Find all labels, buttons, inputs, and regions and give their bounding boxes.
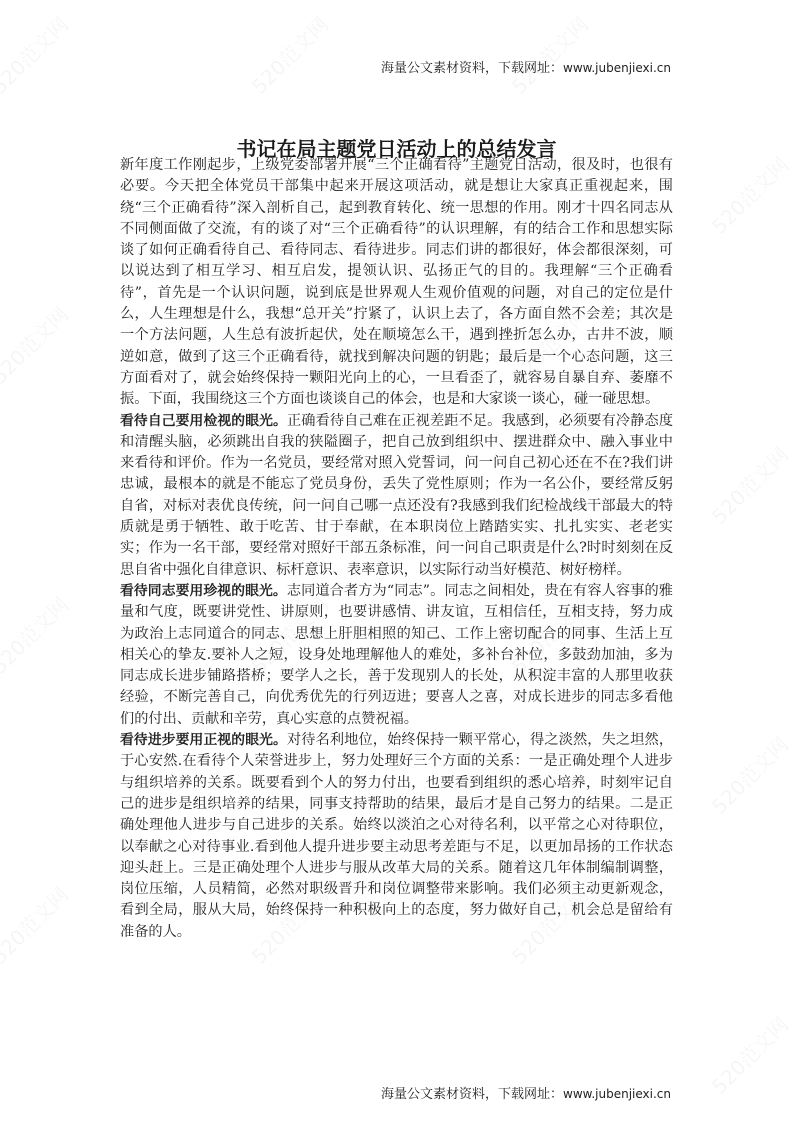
section-heading: 看待进步要用正视的眼光。 xyxy=(120,732,287,749)
watermark-text xyxy=(504,10,594,100)
section-heading: 看待同志要用珍视的眼光。 xyxy=(120,582,287,599)
watermark-text xyxy=(704,730,793,820)
section-text: 对待名利地位，始终保持一颗平常心，得之淡然，失之坦然，于心安然.在看待个人荣誉进步上，努力处理好三个方面的关系：一是正确处理个人进步与组织培养的关系。既要看到个人的努力付出，也要看到组织的悉心培养，时刻牢记自己的进步是组织培养的结果，同事支持帮助的结果，最后才是自己努力的结果。二是正确处理他人进步与自己进步的关系。始终以淡泊之心对待名利，以平常之心对待职位，以奉献之心对待事业.看到他人提升进步要主动思考差距与不足，以更加昂扬的工作状态迎头赶上。三是正确处理个人进步与服从改革大局的关系。随着这几年体制编制调整，岗位压缩，人员精简，必然对职级晋升和岗位调整带来影响。我们必须主动更新观念，看到全局，服从大局，始终保持一种积极向上的态度，努力做好自己，机会总是留给有准备的人。 xyxy=(120,732,674,940)
page-footer xyxy=(381,1083,671,1102)
watermark-text xyxy=(0,880,74,970)
header-link[interactable]: www.jubenjiexi.cn xyxy=(563,61,671,75)
intro-paragraph: 新年度工作刚起步，上级党委部署开展“三个正确看待”主题党日活动，很及时，也很有必要。今天把全体党员干部集中起来开展这项活动，就是想让大家真正重视起来，围绕“三个正确看待”深入剖析自己，起到教育转化、统一思想的作用。刚才十四名同志从不同侧面做了交流，有的谈了对“三个正确看待”的认识理解，有的结合工作和思想实际谈了如何正确看待自己、看待同志、看待进步。同志们讲的都很好，体会都很深刻，可以说达到了相互学习、相互启发，提领认识、弘扬正气的目的。我理解“三个正确看待”，首先是一个认识问题，说到底是世界观人生观价值观的问题，对自己的定位是什么，人生理想是什么，我想“总开关”拧紧了，认识上去了，各方面自然不会差；其次是一个方法问题，人生总有波折起伏，处在顺境怎么干，遇到挫折怎么办，古井不波，顺逆如意，做到了这三个正确看待，就找到解决问题的钥匙；最后是一个心态问题，这三方面看对了，就会始终保持一颗阳光向上的心，一旦看歪了，就容易自暴自弃、萎靡不振。下面，我围绕这三个方面也谈谈自己的体会，也是和大家谈一谈心，碰一碰思想。 xyxy=(120,157,673,408)
watermark-text xyxy=(0,590,74,680)
section-paragraph xyxy=(120,411,673,581)
document-body xyxy=(120,155,673,943)
footer-link[interactable]: www.jubenjiexi.cn xyxy=(563,1087,671,1101)
watermark-text xyxy=(0,10,74,100)
watermark-text xyxy=(704,1010,793,1100)
watermark-text xyxy=(244,10,334,100)
watermark-text xyxy=(0,300,74,390)
section-paragraph xyxy=(120,581,673,730)
document-title: 书记在局主题党日活动上的总结发言 xyxy=(236,137,557,161)
section-paragraph xyxy=(120,730,673,943)
page-header xyxy=(381,57,671,76)
footer-label: 海量公文素材资料，下载网址： xyxy=(380,1087,563,1102)
watermark-text xyxy=(704,150,793,240)
watermark-text xyxy=(704,440,793,530)
header-label: 海量公文素材资料，下载网址： xyxy=(380,61,563,76)
section-text: 正确看待自己难在正视差距不足。我感到，必须要有冷静态度和清醒头脑，必须跳出自我的狭隘圈子，把自己放到组织中、摆进群众中、融入事业中来看待和评价。作为一名党员，要经常对照入党誓词，问一问自己初心还在不在?我们讲忠诚，最根本的就是不能忘了党员身份，丢失了党性原则；作为一名公仆，要经常反躬自省，对标对表优良传统，问一问自己哪一点还没有?我感到我们纪检战线干部最大的特质就是勇于牺牲、敢于吃苦、甘于奉献，在本职岗位上踏踏实实、扎扎实实、老老实实；作为一名干部，要经常对照好干部五条标准，问一问自己职责是什么?时时刻刻在反思自省中强化自律意识、标杆意识、表率意识，以实际行动当好模范、树好榜样。 xyxy=(120,412,674,578)
section-text: 志同道合者方为“同志”。同志之间相处，贵在有容人容事的雅量和气度，既要讲党性、讲原则，也要讲感情、讲友谊，互相信任，互相支持，努力成为政治上志同道合的同志、思想上肝胆相照的知己、工作上密切配合的同事、生活上互相关心的挚友.要补人之短，设身处地理解他人的难处，多补台补位，多鼓劲加油，多为同志成长进步铺路搭桥；要学人之长，善于发现别人的长处，从积淀丰富的人那里收获经验，不断完善自己，向优秀优先的行列迈进；要喜人之喜，对成长进步的同志多看他们的付出、贡献和辛劳，真心实意的点赞祝福。 xyxy=(120,582,673,727)
section-heading: 看待自己要用检视的眼光。 xyxy=(120,412,287,429)
